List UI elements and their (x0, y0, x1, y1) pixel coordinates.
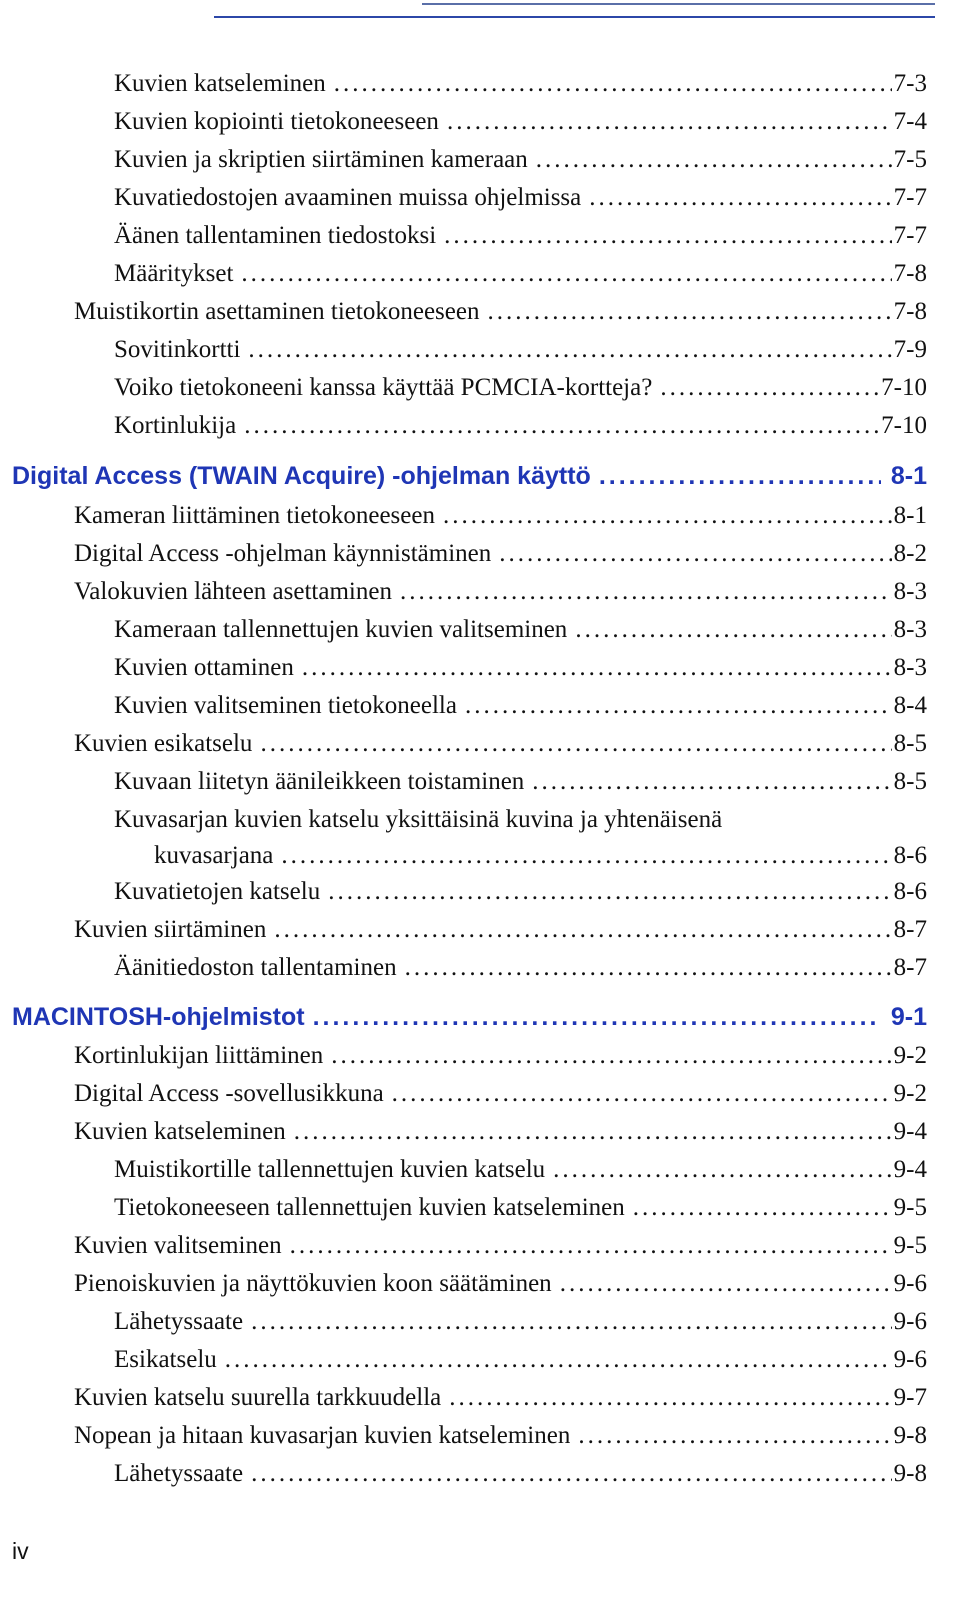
toc-entry-page: 9-2 (893, 1080, 927, 1107)
toc-entry-page: 8-5 (893, 768, 927, 795)
toc-entry-title: Kuvien valitseminen (74, 1232, 282, 1259)
toc-entry-title: Kuvatiedostojen avaaminen muissa ohjelmissa (114, 184, 582, 211)
toc-leader-dots (274, 912, 891, 948)
toc-entry-page: 7-10 (881, 412, 927, 439)
toc-entry-title: Kortinlukija (114, 412, 237, 439)
toc-entry[interactable] (114, 408, 927, 446)
toc-entry-page: 9-5 (893, 1232, 927, 1259)
toc-entry-title: Kameran liittäminen tietokoneeseen (74, 502, 435, 529)
toc-entry[interactable] (74, 498, 927, 536)
toc-entry-title: Kuvien katseleminen (114, 70, 326, 97)
toc-entry-page: 9-8 (893, 1422, 927, 1449)
toc-leader-dots (241, 256, 891, 292)
toc-entry-continuation (114, 838, 927, 874)
toc-leader-dots (260, 726, 891, 762)
toc-entry[interactable] (74, 1114, 927, 1152)
toc-entry-title: Kuvatietojen katselu (114, 878, 321, 905)
toc-entry[interactable] (114, 1342, 927, 1380)
toc-entry[interactable] (114, 612, 927, 650)
toc-chapter-title: MACINTOSH-ohjelmistot (12, 1003, 305, 1031)
toc-entry-title: Voiko tietokoneeni kanssa käyttää PCMCIA-kortteja? (114, 374, 653, 401)
toc-entry[interactable] (114, 180, 927, 218)
toc-entry-page: 8-7 (893, 954, 927, 981)
toc-entry-title: Esikatselu (114, 1346, 217, 1373)
toc-entry[interactable] (114, 1304, 927, 1342)
toc-leader-dots (400, 574, 892, 610)
toc-entry-page: 8-3 (893, 616, 927, 643)
toc-chapter-page: 9-1 (890, 1003, 927, 1031)
toc-entry-title: Äänitiedoston tallentaminen (114, 954, 397, 981)
toc-entry-title: Kuvien ottaminen (114, 654, 294, 681)
toc-entry[interactable] (114, 764, 927, 802)
toc-entry-page: 7-5 (893, 146, 927, 173)
toc-entry-page: 8-3 (893, 654, 927, 681)
toc-entry-title: Tietokoneeseen tallennettujen kuvien katseleminen (114, 1194, 625, 1221)
page-number: iv (12, 1538, 29, 1564)
toc-leader-dots (499, 536, 891, 572)
toc-leader-dots (302, 650, 892, 686)
toc-entry-title: Digital Access -ohjelman käynnistäminen (74, 540, 492, 567)
toc-leader-dots (294, 1114, 892, 1150)
toc-entry-title: Kuvien valitseminen tietokoneella (114, 692, 457, 719)
toc-entry-title: Kuvien ja skriptien siirtäminen kameraan (114, 146, 528, 173)
toc-leader-dots (405, 950, 892, 986)
toc-entry-page: 7-4 (893, 108, 927, 135)
toc-entry-page: 8-6 (893, 842, 927, 869)
toc-entry[interactable] (114, 1190, 927, 1228)
toc-leader-dots (334, 66, 892, 102)
toc-entry[interactable] (114, 370, 927, 408)
toc-entry-title: Valokuvien lähteen asettaminen (74, 578, 392, 605)
toc-leader-dots (536, 142, 892, 178)
toc-entry-title: Kuvasarjan kuvien katselu yksittäisinä kuvina ja yhtenäisenä (114, 806, 723, 833)
toc-entry[interactable] (114, 650, 927, 688)
toc-leader-dots (560, 1266, 892, 1302)
toc-entry-title: Muistikortille tallennettujen kuvien katselu (114, 1156, 546, 1183)
toc-chapter-entry[interactable] (12, 458, 927, 496)
header-rule-short (422, 3, 935, 5)
toc-entry[interactable] (74, 1228, 927, 1266)
toc-leader-dots (313, 999, 881, 1035)
toc-entry[interactable] (114, 1456, 927, 1494)
toc-entry-title-continued: kuvasarjana (154, 842, 274, 869)
toc-leader-dots (248, 332, 891, 368)
toc-leader-dots (244, 408, 879, 444)
toc-entry-page: 8-3 (893, 578, 927, 605)
toc-entry-title: Kuvien siirtäminen (74, 916, 267, 943)
toc-entry[interactable] (114, 142, 927, 180)
toc-leader-dots (447, 104, 892, 140)
toc-entry-page: 7-3 (893, 70, 927, 97)
toc-entry-title: Kuvien kopiointi tietokoneeseen (114, 108, 439, 135)
toc-entry[interactable] (74, 1380, 927, 1418)
toc-entry[interactable] (74, 1266, 927, 1304)
toc-leader-dots (532, 764, 891, 800)
toc-entry-title: Lähetyssaate (114, 1460, 244, 1487)
toc-entry[interactable] (74, 294, 927, 332)
toc-leader-dots (660, 370, 879, 406)
toc-entry[interactable] (74, 1038, 927, 1076)
toc-entry-page: 8-5 (893, 730, 927, 757)
toc-entry[interactable] (74, 726, 927, 764)
toc-entry-page: 9-7 (893, 1384, 927, 1411)
toc-entry-title: Kameraan tallennettujen kuvien valitseminen (114, 616, 568, 643)
toc-entry-page: 8-1 (893, 502, 927, 529)
toc-entry-title: Muistikortin asettaminen tietokoneeseen (74, 298, 480, 325)
toc-entry-title: Määritykset (114, 260, 234, 287)
toc-entry-page: 8-4 (893, 692, 927, 719)
toc-leader-dots (290, 1228, 892, 1264)
toc-entry[interactable] (114, 332, 927, 370)
toc-leader-dots (589, 180, 891, 216)
toc-leader-dots (487, 294, 891, 330)
toc-entry-title: Kuvien katseleminen (74, 1118, 286, 1145)
toc-entry[interactable] (74, 1076, 927, 1114)
toc-entry[interactable] (114, 66, 927, 104)
toc-leader-dots (443, 498, 892, 534)
toc-leader-dots (449, 1380, 891, 1416)
toc-entry-page: 9-4 (893, 1156, 927, 1183)
toc-entry[interactable] (114, 256, 927, 294)
toc-chapter-title: Digital Access (TWAIN Acquire) -ohjelman käyttö (12, 462, 591, 490)
toc-leader-dots (575, 612, 891, 648)
toc-entry-page: 9-4 (893, 1118, 927, 1145)
toc-leader-dots (553, 1152, 892, 1188)
toc-entry-page: 7-10 (881, 374, 927, 401)
toc-leader-dots (599, 458, 881, 494)
toc-leader-dots (444, 218, 892, 254)
toc-entry-page: 9-6 (893, 1270, 927, 1297)
toc-leader-dots (465, 688, 892, 724)
toc-entry[interactable] (114, 802, 927, 876)
toc-chapter-page: 8-1 (890, 462, 927, 490)
toc-entry[interactable] (114, 1152, 927, 1190)
toc-entry-title: Sovitinkortti (114, 336, 241, 363)
toc-entry-page: 8-2 (893, 540, 927, 567)
toc-entry-title: Kuvien esikatselu (74, 730, 253, 757)
toc-chapter-entry[interactable] (12, 999, 927, 1037)
toc-leader-dots (331, 1038, 891, 1074)
toc-entry-title: Kuvien katselu suurella tarkkuudella (74, 1384, 442, 1411)
toc-entry-page: 7-7 (893, 184, 927, 211)
toc-leader-dots (225, 1342, 892, 1378)
toc-entry-page: 7-8 (893, 260, 927, 287)
toc-entry-page: 9-5 (893, 1194, 927, 1221)
toc-entry-title: Nopean ja hitaan kuvasarjan kuvien katseleminen (74, 1422, 571, 1449)
toc-entry-page: 9-6 (893, 1346, 927, 1373)
toc-entry[interactable] (114, 688, 927, 726)
toc-entry[interactable] (74, 536, 927, 574)
toc-entry-page: 9-2 (893, 1042, 927, 1069)
toc-entry[interactable] (114, 874, 927, 912)
toc-entry-title: Kortinlukijan liittäminen (74, 1042, 324, 1069)
toc-entry[interactable] (114, 950, 927, 988)
toc-entry-title: Digital Access -sovellusikkuna (74, 1080, 384, 1107)
toc-entry-page: 7-9 (893, 336, 927, 363)
toc-entry-page: 7-8 (893, 298, 927, 325)
toc-leader-dots (281, 838, 891, 874)
toc-entry[interactable] (74, 912, 927, 950)
toc-entry-title: Lähetyssaate (114, 1308, 244, 1335)
toc-entry-title: Pienoiskuvien ja näyttökuvien koon säätäminen (74, 1270, 552, 1297)
toc-leader-dots (251, 1304, 892, 1340)
toc-entry[interactable] (74, 1418, 927, 1456)
toc-entry-title: Kuvaan liitetyn äänileikkeen toistaminen (114, 768, 525, 795)
toc-entry-title: Äänen tallentaminen tiedostoksi (114, 222, 437, 249)
toc-leader-dots (251, 1456, 892, 1492)
toc-entry-page: 9-8 (893, 1460, 927, 1487)
toc-leader-dots (633, 1190, 892, 1226)
toc-entry[interactable] (114, 218, 927, 256)
toc-entry-page: 9-6 (893, 1308, 927, 1335)
toc-leader-dots (328, 874, 891, 910)
toc-leader-dots (578, 1418, 891, 1454)
header-rule (214, 16, 935, 18)
toc-entry[interactable] (74, 574, 927, 612)
toc-entry-page: 7-7 (893, 222, 927, 249)
toc-entry-page: 8-6 (893, 878, 927, 905)
toc-leader-dots (392, 1076, 892, 1112)
toc-entry-page: 8-7 (893, 916, 927, 943)
toc-entry[interactable] (114, 104, 927, 142)
